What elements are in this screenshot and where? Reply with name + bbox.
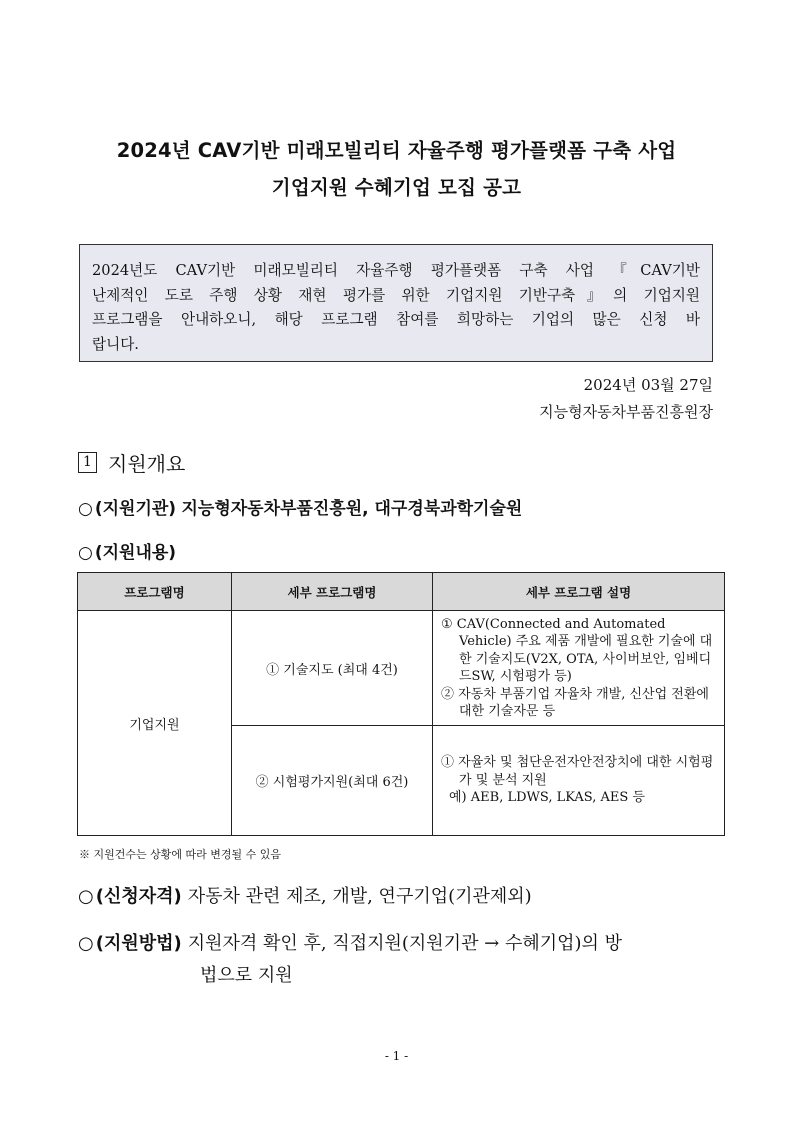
intro-line: 난제적인 도로 주행 상황 재현 평가를 위한 기업지원 기반구축』의 기업지원: [92, 286, 700, 304]
document-title-line2: 기업지원 수혜기업 모집 공고: [271, 176, 522, 199]
bullet-eligibility: [78, 882, 532, 908]
intro-box: [79, 244, 713, 362]
description-cell: [433, 726, 725, 836]
circle-bullet-icon: ○: [78, 933, 94, 954]
description-cell: [433, 611, 725, 726]
table-row: [78, 611, 725, 726]
bullet-agency: [78, 494, 522, 519]
sub-program-cell: ① 기술지도 (최대 4건): [232, 611, 433, 726]
description-line: ① 자율차 및 첨단운전자안전장치에 대한 시험평가 및 분석 지원: [441, 755, 714, 788]
intro-line: 2024년도 CAV기반 미래모빌리티 자율주행 평가플랫폼 구축 사업 『CAV기반: [92, 262, 700, 279]
bullet-method: [78, 929, 622, 955]
table-header-cell: 세부 프로그램명: [232, 573, 433, 611]
table-header-cell: 프로그램명: [78, 573, 232, 611]
announcement-date: 2024년 03월 27일: [583, 376, 713, 394]
table-note: ※ 지원건수는 상황에 따라 변경될 수 있음: [79, 848, 281, 861]
bullet-content: [78, 538, 176, 563]
section-number-box: 1: [78, 452, 97, 473]
bullet-value: 지능형자동차부품진흥원, 대구경북과학기술원: [181, 499, 523, 519]
support-table: [77, 572, 725, 836]
issuer: 지능형자동차부품진흥원장: [539, 403, 713, 421]
circle-bullet-icon: ○: [78, 499, 93, 519]
description-line: ① CAV(Connected and Automated Vehicle) 주요 제품 개발에 필요한 기술에 대한 기술지도(V2X, OTA, 사이버보안, 임베디드SW, 시험평가 등): [441, 616, 713, 684]
bullet-label: (지원내용): [94, 543, 177, 563]
description-line: ② 자동차 부품기업 자율차 개발, 신산업 전환에 대한 기술자문 등: [441, 686, 709, 719]
bullet-text-continued: 법으로 지원: [200, 965, 293, 986]
table-header-row: [78, 573, 725, 611]
document-title-line1: 2024년 CAV기반 미래모빌리티 자율주행 평가플랫폼 구축 사업: [116, 139, 677, 162]
circle-bullet-icon: ○: [78, 543, 93, 563]
intro-line: 프로그램을 안내하오니, 해당 프로그램 참여를 희망하는 기업의 많은 신청 바: [92, 311, 700, 328]
section-title: 지원개요: [108, 452, 186, 476]
program-name-cell: 기업지원: [78, 611, 232, 836]
bullet-label: (지원방법): [95, 933, 182, 954]
bullet-label: (신청자격): [95, 886, 182, 907]
bullet-text: 자동차 관련 제조, 개발, 연구기업(기관제외): [187, 886, 532, 907]
intro-line: 랍니다.: [92, 335, 139, 353]
circle-bullet-icon: ○: [78, 886, 94, 907]
sub-program-cell: ② 시험평가지원(최대 6건): [232, 726, 433, 836]
table-header-cell: 세부 프로그램 설명: [433, 573, 725, 611]
description-line: 예) AEB, LDWS, LKAS, AES 등: [449, 790, 645, 806]
section-heading: [78, 448, 185, 477]
bullet-text: 지원자격 확인 후, 직접지원(지원기관 → 수혜기업)의 방: [187, 933, 623, 954]
page-number: - 1 -: [384, 1049, 409, 1063]
bullet-label: (지원기관): [94, 499, 177, 519]
